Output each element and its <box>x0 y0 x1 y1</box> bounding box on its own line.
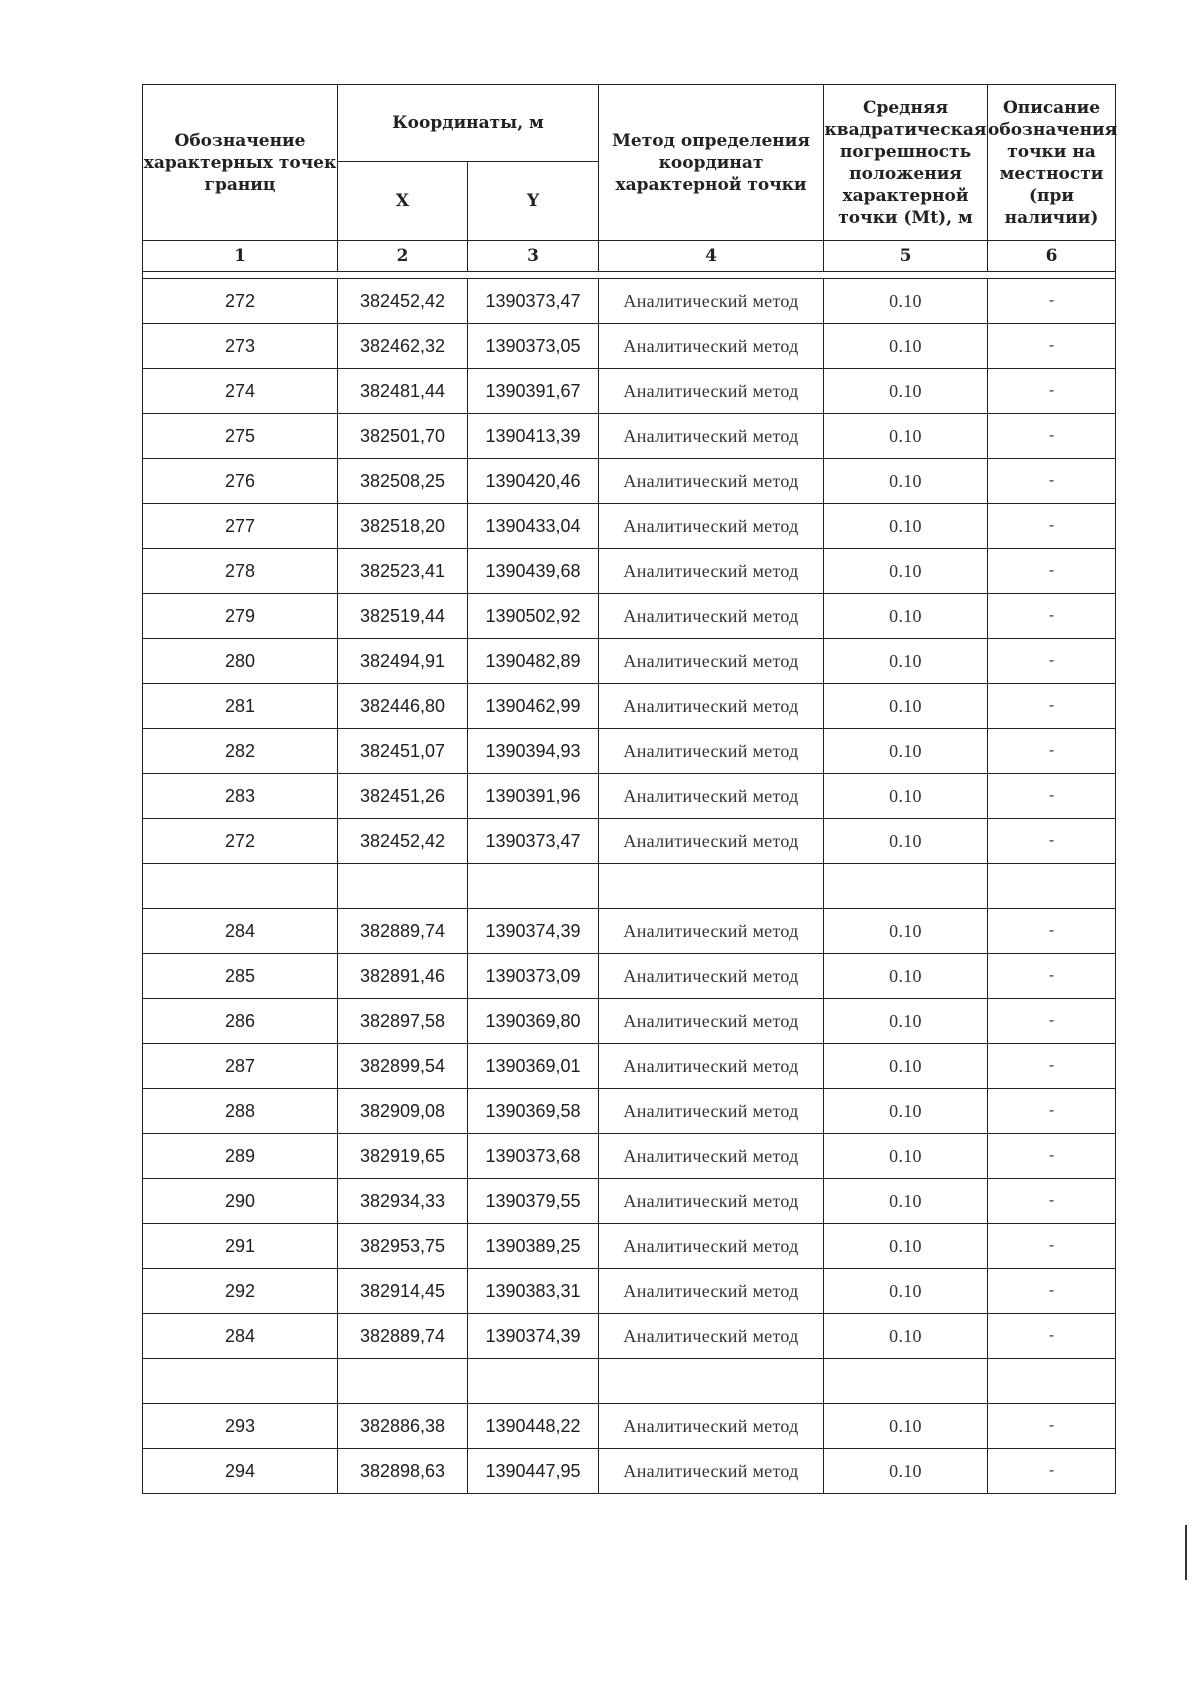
cell-point: 276 <box>143 459 338 504</box>
cell-method: Аналитический метод <box>599 414 824 459</box>
cell-point: 283 <box>143 774 338 819</box>
cell-error: 0.10 <box>824 324 988 369</box>
cell-point: 281 <box>143 684 338 729</box>
cell-point: 285 <box>143 954 338 999</box>
cell-point: 279 <box>143 594 338 639</box>
cell-description: - <box>988 549 1116 594</box>
column-number-3: 3 <box>468 241 599 272</box>
column-number-5: 5 <box>824 241 988 272</box>
cell-error: 0.10 <box>824 819 988 864</box>
table-row <box>143 774 1116 819</box>
cell-error: 0.10 <box>824 684 988 729</box>
cell-x: 382886,38 <box>338 1404 468 1449</box>
cell-x: 382481,44 <box>338 369 468 414</box>
table-row <box>143 954 1116 999</box>
cell-description: - <box>988 1134 1116 1179</box>
cell-description: - <box>988 1179 1116 1224</box>
cell-x: 382518,20 <box>338 504 468 549</box>
cell-y <box>468 864 599 909</box>
header-method: Метод определения координат характерной точки <box>599 85 824 241</box>
cell-x: 382462,32 <box>338 324 468 369</box>
cell-x: 382508,25 <box>338 459 468 504</box>
cell-method: Аналитический метод <box>599 504 824 549</box>
cell-y <box>468 1359 599 1404</box>
cell-method <box>599 1359 824 1404</box>
cell-x: 382451,26 <box>338 774 468 819</box>
table-row <box>143 324 1116 369</box>
cell-y: 1390420,46 <box>468 459 599 504</box>
cell-x: 382889,74 <box>338 1314 468 1359</box>
cell-y: 1390439,68 <box>468 549 599 594</box>
table-row <box>143 639 1116 684</box>
cell-point: 287 <box>143 1044 338 1089</box>
cell-y: 1390433,04 <box>468 504 599 549</box>
cell-method: Аналитический метод <box>599 684 824 729</box>
cell-point: 274 <box>143 369 338 414</box>
cell-x: 382523,41 <box>338 549 468 594</box>
table-row <box>143 1314 1116 1359</box>
cell-y: 1390373,05 <box>468 324 599 369</box>
cell-description: - <box>988 1404 1116 1449</box>
cell-description: - <box>988 1449 1116 1494</box>
cell-description: - <box>988 1044 1116 1089</box>
table-row <box>143 504 1116 549</box>
table-body <box>143 272 1116 1494</box>
cell-x: 382934,33 <box>338 1179 468 1224</box>
cell-x <box>338 1359 468 1404</box>
cell-x: 382914,45 <box>338 1269 468 1314</box>
cell-point: 282 <box>143 729 338 774</box>
coordinates-table <box>142 84 1116 1494</box>
table-row <box>143 549 1116 594</box>
cell-description: - <box>988 1314 1116 1359</box>
column-number-1: 1 <box>143 241 338 272</box>
cell-y: 1390413,39 <box>468 414 599 459</box>
cell-method: Аналитический метод <box>599 279 824 324</box>
header-gap-cell <box>143 272 1116 279</box>
cell-x: 382897,58 <box>338 999 468 1044</box>
cell-point: 278 <box>143 549 338 594</box>
cell-description: - <box>988 414 1116 459</box>
cell-method: Аналитический метод <box>599 774 824 819</box>
cell-error: 0.10 <box>824 1089 988 1134</box>
cell-error: 0.10 <box>824 1044 988 1089</box>
table-row <box>143 1404 1116 1449</box>
cell-error: 0.10 <box>824 999 988 1044</box>
cell-description: - <box>988 1089 1116 1134</box>
cell-point: 275 <box>143 414 338 459</box>
table-row <box>143 684 1116 729</box>
cell-method: Аналитический метод <box>599 1224 824 1269</box>
cell-x: 382494,91 <box>338 639 468 684</box>
cell-x: 382451,07 <box>338 729 468 774</box>
cell-y: 1390374,39 <box>468 909 599 954</box>
cell-point <box>143 864 338 909</box>
cell-x: 382452,42 <box>338 279 468 324</box>
cell-error: 0.10 <box>824 594 988 639</box>
cell-x: 382953,75 <box>338 1224 468 1269</box>
cell-x <box>338 864 468 909</box>
cell-error: 0.10 <box>824 1269 988 1314</box>
cell-x: 382891,46 <box>338 954 468 999</box>
cell-x: 382909,08 <box>338 1089 468 1134</box>
cell-point <box>143 1359 338 1404</box>
table-row <box>143 729 1116 774</box>
cell-error: 0.10 <box>824 1224 988 1269</box>
cell-description: - <box>988 684 1116 729</box>
cell-y: 1390389,25 <box>468 1224 599 1269</box>
cell-error: 0.10 <box>824 909 988 954</box>
cell-method: Аналитический метод <box>599 1044 824 1089</box>
cell-x: 382452,42 <box>338 819 468 864</box>
cell-point: 272 <box>143 819 338 864</box>
cell-x: 382889,74 <box>338 909 468 954</box>
cell-method: Аналитический метод <box>599 549 824 594</box>
column-number-2: 2 <box>338 241 468 272</box>
cell-error: 0.10 <box>824 504 988 549</box>
cell-description: - <box>988 459 1116 504</box>
table-row <box>143 999 1116 1044</box>
cell-method: Аналитический метод <box>599 1269 824 1314</box>
cell-point: 284 <box>143 1314 338 1359</box>
cell-description: - <box>988 324 1116 369</box>
cell-description: - <box>988 279 1116 324</box>
cell-point: 286 <box>143 999 338 1044</box>
cell-method: Аналитический метод <box>599 1089 824 1134</box>
cell-method: Аналитический метод <box>599 324 824 369</box>
cell-x: 382501,70 <box>338 414 468 459</box>
table-row <box>143 459 1116 504</box>
cell-y: 1390391,96 <box>468 774 599 819</box>
cell-y: 1390391,67 <box>468 369 599 414</box>
cell-error <box>824 1359 988 1404</box>
cell-y: 1390369,58 <box>468 1089 599 1134</box>
cell-y: 1390448,22 <box>468 1404 599 1449</box>
cell-description: - <box>988 504 1116 549</box>
cell-method: Аналитический метод <box>599 639 824 684</box>
cell-method: Аналитический метод <box>599 1179 824 1224</box>
cell-method: Аналитический метод <box>599 909 824 954</box>
cell-error: 0.10 <box>824 1404 988 1449</box>
cell-method: Аналитический метод <box>599 369 824 414</box>
cell-method: Аналитический метод <box>599 1449 824 1494</box>
cell-point: 292 <box>143 1269 338 1314</box>
cell-y: 1390447,95 <box>468 1449 599 1494</box>
cell-x: 382446,80 <box>338 684 468 729</box>
cell-y: 1390379,55 <box>468 1179 599 1224</box>
cell-error: 0.10 <box>824 1449 988 1494</box>
cell-error: 0.10 <box>824 729 988 774</box>
header-y: Y <box>468 162 599 241</box>
table-row <box>143 1089 1116 1134</box>
table-row-empty <box>143 1359 1116 1404</box>
header-description: Описание обозначения точки на местности (при наличии) <box>988 85 1116 241</box>
cell-y: 1390369,01 <box>468 1044 599 1089</box>
cell-y: 1390369,80 <box>468 999 599 1044</box>
cell-error: 0.10 <box>824 459 988 504</box>
cell-method: Аналитический метод <box>599 954 824 999</box>
column-number-4: 4 <box>599 241 824 272</box>
cell-point: 288 <box>143 1089 338 1134</box>
header-error: Средняя квадратическая погрешность положения характерной точки (Mt), м <box>824 85 988 241</box>
table-row-empty <box>143 864 1116 909</box>
cell-y: 1390462,99 <box>468 684 599 729</box>
cell-error: 0.10 <box>824 414 988 459</box>
table-row <box>143 1179 1116 1224</box>
cell-description: - <box>988 1269 1116 1314</box>
cell-point: 290 <box>143 1179 338 1224</box>
cell-error: 0.10 <box>824 549 988 594</box>
cell-y: 1390373,47 <box>468 279 599 324</box>
cell-method: Аналитический метод <box>599 999 824 1044</box>
cell-description: - <box>988 999 1116 1044</box>
cell-method: Аналитический метод <box>599 1404 824 1449</box>
cell-y: 1390482,89 <box>468 639 599 684</box>
header-x: X <box>338 162 468 241</box>
cell-error: 0.10 <box>824 954 988 999</box>
table-row <box>143 279 1116 324</box>
cell-y: 1390374,39 <box>468 1314 599 1359</box>
cell-y: 1390373,09 <box>468 954 599 999</box>
cell-point: 273 <box>143 324 338 369</box>
cell-description: - <box>988 909 1116 954</box>
cell-point: 294 <box>143 1449 338 1494</box>
cell-point: 284 <box>143 909 338 954</box>
cell-y: 1390394,93 <box>468 729 599 774</box>
cell-method: Аналитический метод <box>599 459 824 504</box>
cell-point: 277 <box>143 504 338 549</box>
cell-x: 382919,65 <box>338 1134 468 1179</box>
table-row <box>143 819 1116 864</box>
cell-method: Аналитический метод <box>599 729 824 774</box>
table-row <box>143 369 1116 414</box>
cell-method: Аналитический метод <box>599 594 824 639</box>
cell-method: Аналитический метод <box>599 1134 824 1179</box>
cell-point: 293 <box>143 1404 338 1449</box>
header-point: Обозначение характерных точек границ <box>143 85 338 241</box>
cell-error <box>824 864 988 909</box>
cell-method: Аналитический метод <box>599 1314 824 1359</box>
cell-method: Аналитический метод <box>599 819 824 864</box>
cell-description: - <box>988 1224 1116 1269</box>
cell-description: - <box>988 594 1116 639</box>
header-gap <box>143 272 1116 279</box>
cell-method <box>599 864 824 909</box>
table-row <box>143 909 1116 954</box>
cell-description: - <box>988 819 1116 864</box>
cell-point: 289 <box>143 1134 338 1179</box>
cell-point: 291 <box>143 1224 338 1269</box>
table-row <box>143 414 1116 459</box>
cell-point: 272 <box>143 279 338 324</box>
cell-description <box>988 1359 1116 1404</box>
cell-error: 0.10 <box>824 774 988 819</box>
cell-y: 1390383,31 <box>468 1269 599 1314</box>
cell-x: 382519,44 <box>338 594 468 639</box>
cell-error: 0.10 <box>824 369 988 414</box>
table-row <box>143 1224 1116 1269</box>
table-row <box>143 1044 1116 1089</box>
cell-description <box>988 864 1116 909</box>
table-row <box>143 594 1116 639</box>
cell-error: 0.10 <box>824 639 988 684</box>
cell-error: 0.10 <box>824 1134 988 1179</box>
cell-error: 0.10 <box>824 279 988 324</box>
cell-description: - <box>988 954 1116 999</box>
cell-error: 0.10 <box>824 1314 988 1359</box>
cell-x: 382899,54 <box>338 1044 468 1089</box>
cell-y: 1390502,92 <box>468 594 599 639</box>
table-row <box>143 1269 1116 1314</box>
cell-y: 1390373,68 <box>468 1134 599 1179</box>
cell-point: 280 <box>143 639 338 684</box>
cell-y: 1390373,47 <box>468 819 599 864</box>
table-row <box>143 1449 1116 1494</box>
cell-x: 382898,63 <box>338 1449 468 1494</box>
column-number-6: 6 <box>988 241 1116 272</box>
table-row <box>143 1134 1116 1179</box>
scan-mark <box>1185 1525 1187 1580</box>
cell-description: - <box>988 639 1116 684</box>
cell-error: 0.10 <box>824 1179 988 1224</box>
cell-description: - <box>988 369 1116 414</box>
header-coordinates: Координаты, м <box>338 85 599 162</box>
cell-description: - <box>988 774 1116 819</box>
cell-description: - <box>988 729 1116 774</box>
